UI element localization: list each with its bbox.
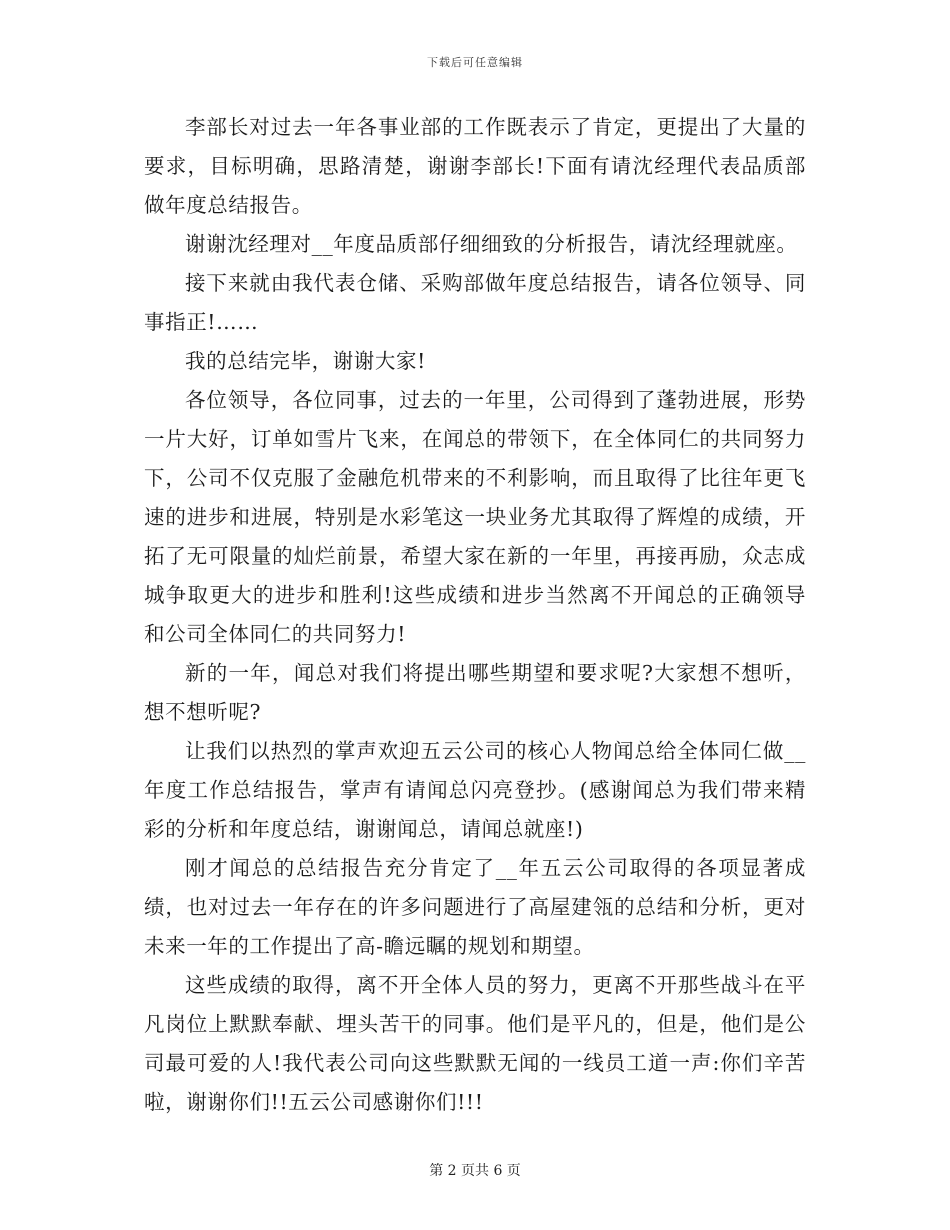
paragraph-5: 各位领导，各位同事，过去的一年里，公司得到了蓬勃进展，形势一片大好，订单如雪片飞来，在闻总的带领下，在全体同仁的共同努力下，公司不仅克服了金融危机带来的不利影响，而且取得了比往年更飞速的进步和进展，特别是水彩笔这一块业务尤其取得了辉煌的成绩，开拓了无可限量的灿烂前景，希望大家在新的一年里，再接再励，众志成城争取更大的进步和胜利!这些成绩和进步当然离不开闻总的正确领导和公司全体同仁的共同努力! [144,388,806,646]
paragraph-4: 我的总结完毕，谢谢大家! [185,349,426,373]
paragraph-6: 新的一年，闻总对我们将提出哪些期望和要求呢?大家想不想听，想不想听呢? [144,661,806,724]
page-number-footer: 第 2 页共 6 页 [429,1163,521,1179]
paragraph-9: 这些成绩的取得，离不开全体人员的努力，更离不开那些战斗在平凡岗位上默默奉献、埋头苦干的同事。他们是平凡的，但是，他们是公司最可爱的人!我代表公司向这些默默无闻的一线员工道一声:你们辛苦啦，谢谢你们!!五云公司感谢你们!!! [144,973,806,1114]
document-body [144,108,806,1122]
paragraph-2: 谢谢沈经理对__年度品质部仔细细致的分析报告，请沈经理就座。 [185,232,798,256]
paragraph-7: 让我们以热烈的掌声欢迎五云公司的核心人物闻总给全体同仁做__年度工作总结报告，掌声有请闻总闪亮登抄。(感谢闻总为我们带来精彩的分析和年度总结，谢谢闻总，请闻总就座!) [144,739,806,841]
paragraph-1: 李部长对过去一年各事业部的工作既表示了肯定，更提出了大量的要求，目标明确，思路清楚，谢谢李部长!下面有请沈经理代表品质部做年度总结报告。 [144,115,806,217]
paragraph-8: 刚才闻总的总结报告充分肯定了__年五云公司取得的各项显著成绩，也对过去一年存在的许多问题进行了高屋建瓴的总结和分析，更对未来一年的工作提出了高-瞻远瞩的规划和期望。 [144,856,806,958]
page-header-note: 下载后可任意编辑 [427,56,523,69]
paragraph-3: 接下来就由我代表仓储、采购部做年度总结报告，请各位领导、同事指正!…… [144,271,806,334]
